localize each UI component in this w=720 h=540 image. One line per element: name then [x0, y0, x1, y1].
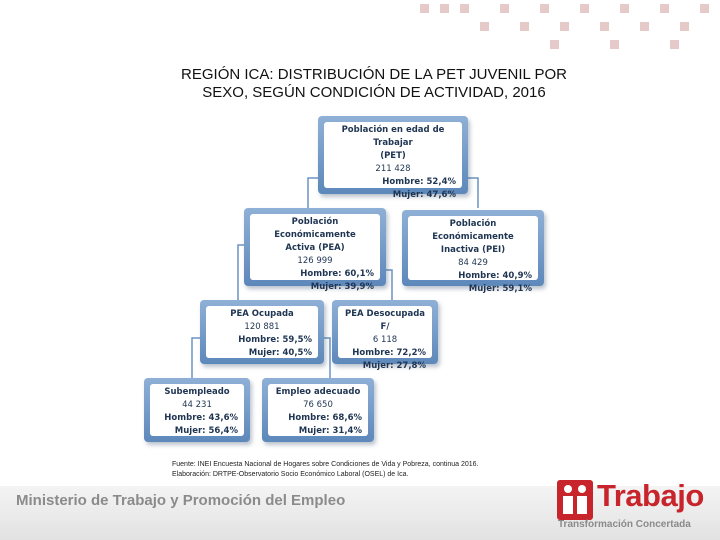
logo-tagline: Transformación Concertada: [558, 519, 691, 530]
node-pei: [402, 210, 544, 294]
pei-title: Población Económicamente: [432, 219, 514, 242]
pei-subtitle: Inactiva (PEI): [440, 245, 506, 255]
node-subempleado: [144, 378, 250, 442]
logo-wordmark: Trabajo: [597, 478, 704, 513]
ocupada-mujer: Mujer: 40,5%: [248, 348, 312, 358]
desocupada-hombre: Hombre: 72,2%: [352, 348, 426, 358]
pea-value: 126 999: [297, 256, 333, 266]
ocupada-hombre: Hombre: 59,5%: [238, 335, 312, 345]
source-line-1: Fuente: INEI Encuesta Nacional de Hogares sobre Condiciones de Vida y Pobreza, continua 2016.: [172, 461, 479, 468]
pet-subtitle: (PET): [380, 151, 406, 161]
adecuado-hombre: Hombre: 68,6%: [288, 413, 362, 423]
pet-hombre: Hombre: 52,4%: [382, 177, 456, 187]
node-pea-ocupada: [200, 300, 324, 364]
connector-ocupada-adecuado: [324, 338, 330, 378]
pet-mujer: Mujer: 47,6%: [392, 190, 456, 200]
connector-pet-pei: [468, 178, 478, 208]
node-pet: [318, 116, 468, 200]
connector-ocupada-subempleado: [192, 338, 200, 378]
subempleado-mujer: Mujer: 56,4%: [174, 426, 238, 436]
adecuado-mujer: Mujer: 31,4%: [298, 426, 362, 436]
node-pea-desocupada: [332, 300, 438, 371]
node-empleo-adecuado: [262, 378, 374, 442]
pet-title: Población en edad de Trabajar: [341, 125, 445, 148]
title-line-1: REGIÓN ICA: DISTRIBUCIÓN DE LA PET JUVENIL POR: [181, 66, 567, 83]
connector-pea-desocupada: [386, 270, 392, 300]
pea-mujer: Mujer: 39,9%: [310, 282, 374, 292]
pei-value: 84 429: [458, 258, 488, 268]
node-pea: [244, 208, 386, 292]
pet-value: 211 428: [375, 164, 411, 174]
pea-subtitle: Activa (PEA): [285, 243, 345, 253]
pea-title: Población Económicamente: [274, 217, 356, 240]
trabajo-logo-icon: [557, 480, 593, 520]
ministry-name: Ministerio de Trabajo y Promoción del Empleo: [16, 492, 346, 509]
connector-pet-pea: [308, 178, 318, 208]
subempleado-hombre: Hombre: 43,6%: [164, 413, 238, 423]
subempleado-title: Subempleado: [164, 387, 230, 397]
desocupada-mujer: Mujer: 27,8%: [362, 361, 426, 371]
pei-hombre: Hombre: 40,9%: [458, 271, 532, 281]
ocupada-value: 120 881: [244, 322, 280, 332]
title-line-2: SEXO, SEGÚN CONDICIÓN DE ACTIVIDAD, 2016: [202, 84, 546, 101]
source-line-2: Elaboración: DRTPE-Observatorio Socio Económico Laboral (OSEL) de Ica.: [172, 471, 409, 478]
ocupada-title: PEA Ocupada: [230, 309, 294, 319]
adecuado-value: 76 650: [303, 400, 333, 410]
pei-mujer: Mujer: 59,1%: [468, 284, 532, 294]
desocupada-title: PEA Desocupada F/: [344, 309, 426, 332]
subempleado-value: 44 231: [182, 400, 212, 410]
desocupada-value: 6 118: [372, 335, 398, 345]
source-note: [172, 460, 592, 480]
pea-hombre: Hombre: 60,1%: [300, 269, 374, 279]
adecuado-title: Empleo adecuado: [275, 387, 361, 397]
